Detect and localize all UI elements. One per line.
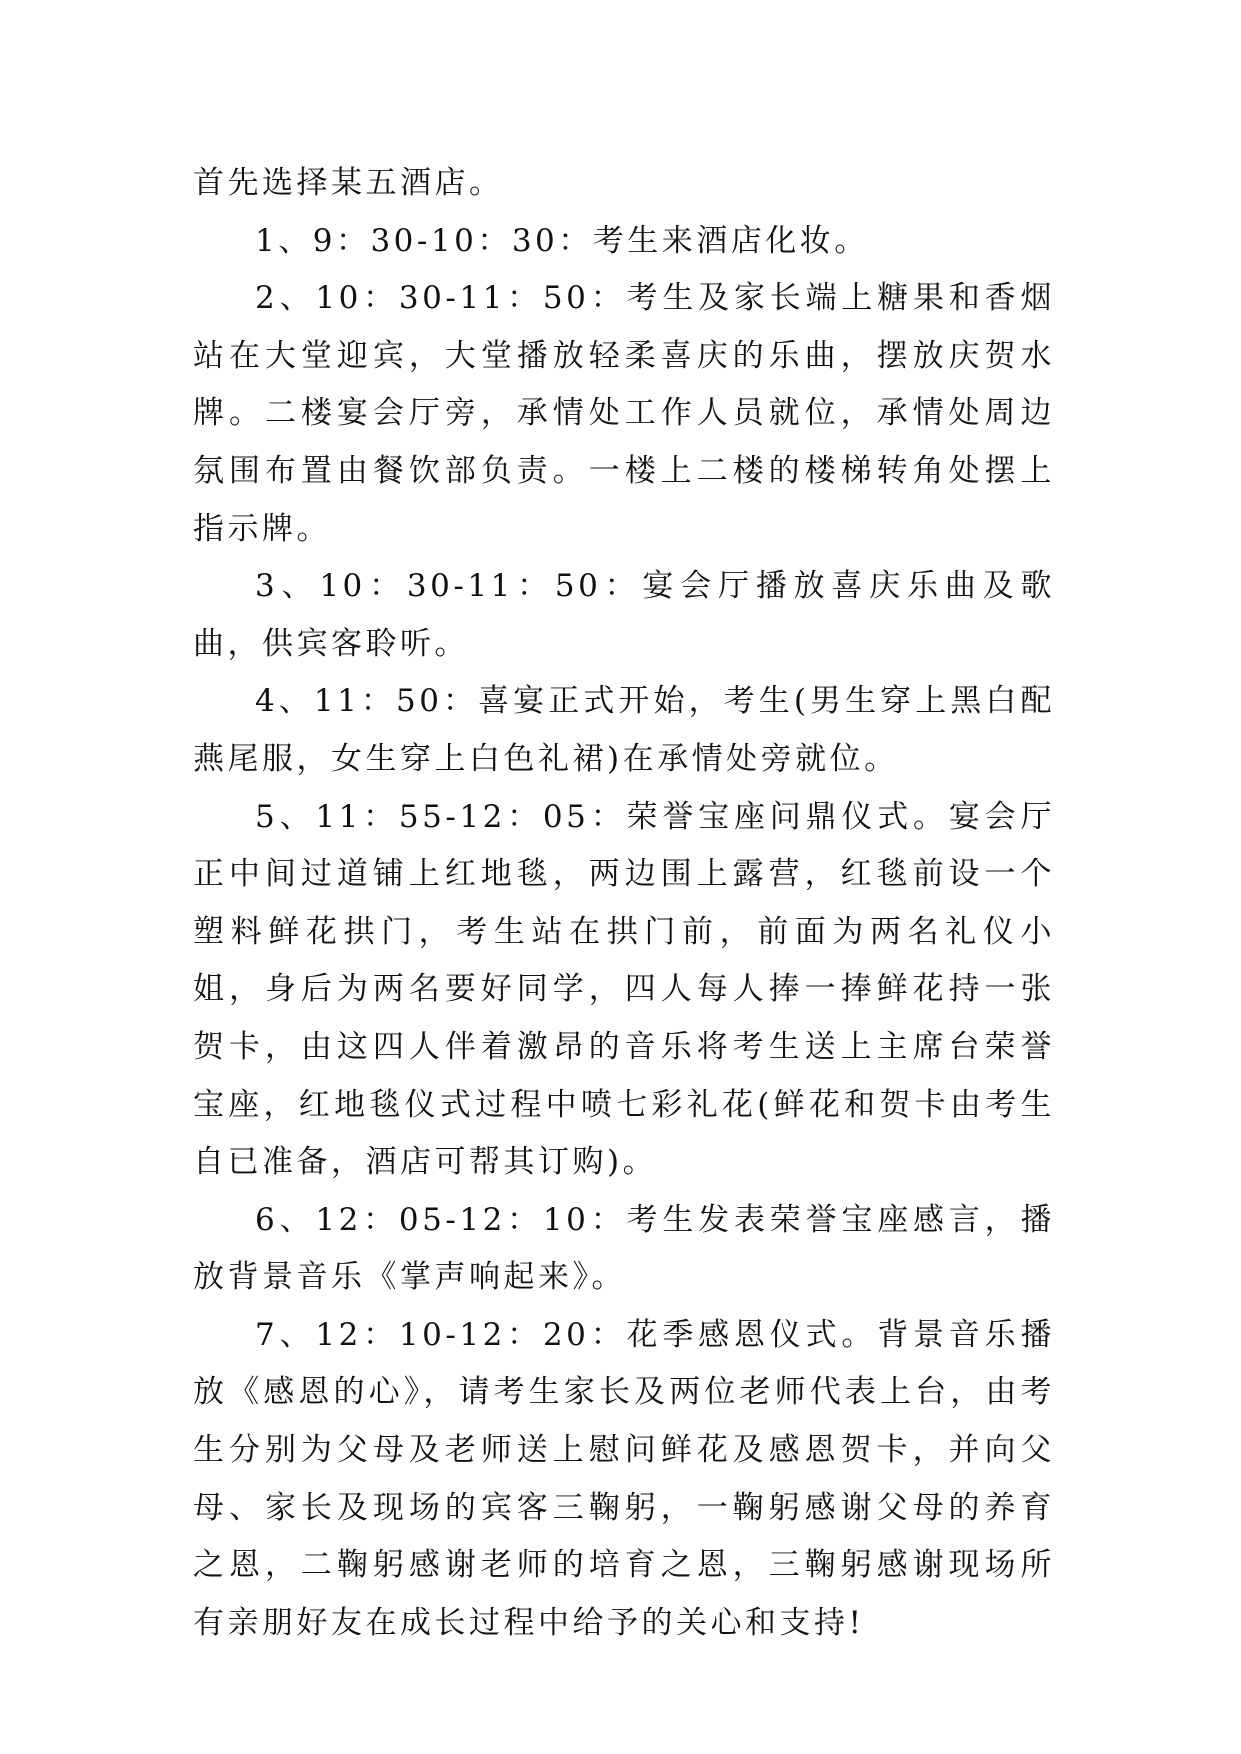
schedule-item-7: 7、12：10-12：20：花季感恩仪式。背景音乐播放《感恩的心》，请考生家长及两位老师代表上台，由考生分别为父母及老师送上慰问鲜花及感恩贺卡，并向父母、家长及现场的宾客三鞠躬，一鞠躬感谢父母的养育之恩，二鞠躬感谢老师的培育之恩，三鞠躬感谢现场所有亲朋好友在成长过程中给予的关心和支持!: [193, 1316, 1055, 1641]
schedule-item-2: 2、10：30-11：50：考生及家长端上糖果和香烟站在大堂迎宾，大堂播放轻柔喜庆的乐曲，摆放庆贺水牌。二楼宴会厅旁，承情处工作人员就位，承情处周边氛围布置由餐饮部负责。一楼上二楼的楼梯转角处摆上指示牌。: [193, 280, 1055, 547]
schedule-item-5: 5、11：55-12：05：荣誉宝座问鼎仪式。宴会厅正中间过道铺上红地毯，两边围上露营，红毯前设一个塑料鲜花拱门，考生站在拱门前，前面为两名礼仪小姐，身后为两名要好同学，四人每人捧一捧鲜花持一张贺卡，由这四人伴着激昂的音乐将考生送上主席台荣誉宝座，红地毯仪式过程中喷七彩礼花(鲜花和贺卡由考生自已准备，酒店可帮其订购)。: [193, 798, 1055, 1181]
schedule-item-6: 6、12：05-12：10：考生发表荣誉宝座感言，播放背景音乐《掌声响起来》。: [193, 1201, 1055, 1296]
intro-paragraph: 首先选择某五酒店。: [193, 165, 504, 201]
document-body: [193, 155, 1055, 1652]
schedule-item-1: 1、9：30-10：30：考生来酒店化妆。: [255, 222, 869, 259]
schedule-item-4: 4、11：50：喜宴正式开始，考生(男生穿上黑白配燕尾服，女生穿上白色礼裙)在承情处旁就位。: [193, 683, 1055, 777]
schedule-item-3: 3、10：30-11：50：宴会厅播放喜庆乐曲及歌曲，供宾客聆听。: [193, 568, 1055, 662]
